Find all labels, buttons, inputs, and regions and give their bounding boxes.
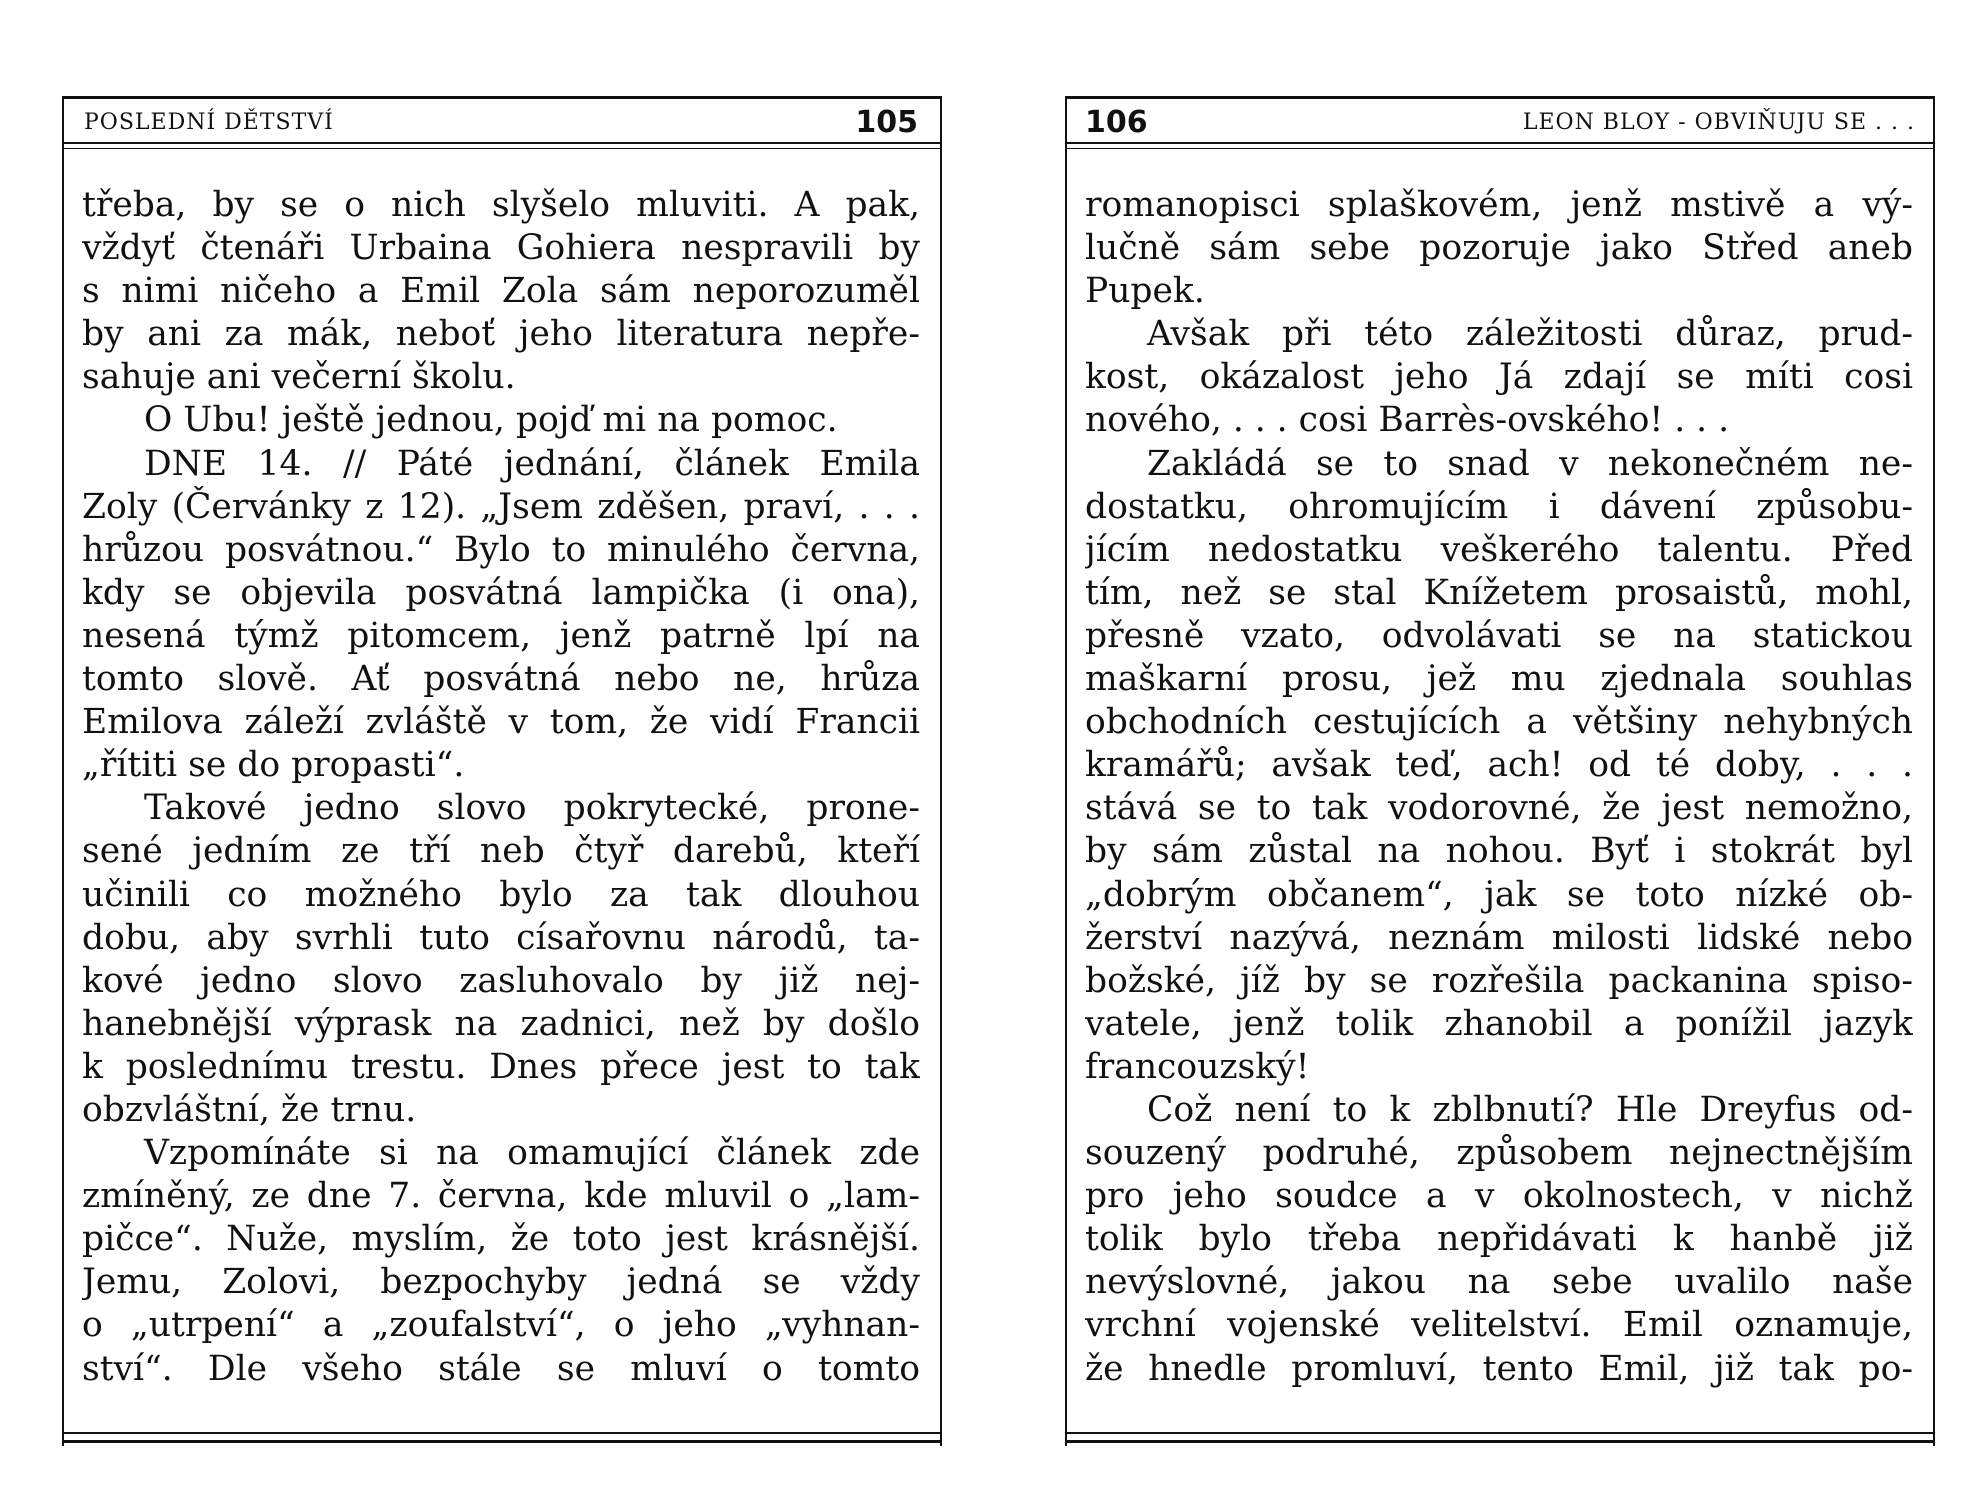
text-line: s nimi ničeho a Emil Zola sám neporozuměl xyxy=(82,271,920,312)
text-line: DNE 14. // Páté jednání, článek Emila xyxy=(144,443,920,484)
text-line: třeba, by se o nich slyšelo mluviti. A pak, xyxy=(82,185,920,225)
text-line: kramářů; avšak teď, ach! od té doby, . . . xyxy=(1085,745,1913,786)
text-line: obzvláštní, že trnu. xyxy=(82,1089,417,1130)
text-line: zmíněný, ze dne 7. června, kde mluvil o „lam- xyxy=(82,1176,920,1217)
running-head: POSLEDNÍ DĚTSTVÍ xyxy=(84,109,334,135)
frame-right xyxy=(1933,96,1935,1446)
text-line: nesená týmž pitomcem, jenž patrně lpí na xyxy=(82,615,920,656)
page-number: 106 xyxy=(1085,104,1148,140)
text-line: Jemu, Zolovi, bezpochyby jedná se vždy xyxy=(82,1262,920,1303)
header-rule xyxy=(1065,142,1935,144)
text-line: O Ubu! ještě jednou, pojď mi na pomoc. xyxy=(144,400,838,441)
text-line: hanebnější výprask na zadnici, než by došlo xyxy=(82,1003,920,1044)
text-line: o „utrpení“ a „zoufalství“, o jeho „vyhnan- xyxy=(82,1305,920,1346)
text-line: romanopisci splaškovém, jenž mstivě a vý- xyxy=(1085,185,1913,225)
text-line: tím, než se stal Knížetem prosaistů, mohl, xyxy=(1085,572,1913,613)
top-rule xyxy=(1065,96,1935,99)
text-line: by ani za mák, neboť jeho literatura nepře- xyxy=(82,314,920,355)
text-line: Zoly (Červánky z 12). „Jsem zděšen, praví, . . . xyxy=(82,486,920,527)
page-body xyxy=(82,184,920,1391)
text-line: maškarní prosu, jež mu zjednala souhlas xyxy=(1085,659,1913,700)
text-line: dobu, aby svrhli tuto císařovnu národů, ta- xyxy=(82,917,920,958)
bottom-rule xyxy=(1065,1432,1935,1434)
text-line: hrůzou posvátnou.“ Bylo to minulého června, xyxy=(82,529,920,570)
text-line: vždyť čtenáři Urbaina Gohiera nespravili by xyxy=(82,228,920,269)
page-header xyxy=(84,104,918,140)
page-number: 105 xyxy=(855,104,918,140)
bottom-rule xyxy=(62,1432,942,1434)
text-line: „řítiti se do propasti“. xyxy=(82,745,465,786)
top-rule xyxy=(62,96,942,99)
frame-right xyxy=(940,96,942,1446)
text-line: Pupek. xyxy=(1085,271,1205,312)
text-line: kové jedno slovo zasluhovalo by již nej- xyxy=(82,960,920,1001)
frame-left xyxy=(1065,96,1067,1446)
text-line: pro jeho soudce a v okolnostech, v nichž xyxy=(1085,1176,1913,1217)
left-page xyxy=(62,0,942,1500)
bottom-rule-thin xyxy=(1065,1440,1935,1443)
text-line: Což není to k zblbnutí? Hle Dreyfus od- xyxy=(1147,1089,1913,1130)
page-body xyxy=(1085,184,1913,1391)
text-line: lučně sám sebe pozoruje jako Střed aneb xyxy=(1085,228,1913,269)
text-line: vrchní vojenské velitelství. Emil oznamuje, xyxy=(1085,1305,1913,1346)
text-line: nového, . . . cosi Barrès-ovského! . . . xyxy=(1085,400,1730,441)
running-head: LEON BLOY - OBVIŇUJU SE . . . xyxy=(1522,109,1915,135)
text-line: kost, okázalost jeho Já zdají se míti cosi xyxy=(1085,357,1913,398)
text-line: tomto slově. Ať posvátná nebo ne, hrůza xyxy=(82,659,920,700)
text-line: nevýslovné, jakou na sebe uvalilo naše xyxy=(1085,1262,1913,1303)
text-line: sahuje ani večerní školu. xyxy=(82,357,516,398)
text-line: jícím nedostatku veškerého talentu. Před xyxy=(1085,529,1913,570)
text-line: by sám zůstal na nohou. Byť i stokrát byl xyxy=(1085,831,1913,872)
text-line: učinili co možného bylo za tak dlouhou xyxy=(82,874,920,915)
right-page xyxy=(1065,0,1935,1500)
text-line: dostatku, ohromujícím i dávení způsobu- xyxy=(1085,486,1913,527)
text-line: kdy se objevila posvátná lampička (i ona), xyxy=(82,572,920,613)
header-rule-thin xyxy=(1065,148,1935,149)
text-line: francouzský! xyxy=(1085,1046,1310,1087)
text-line: Emilova záleží zvláště v tom, že vidí Francii xyxy=(82,702,920,743)
page-header xyxy=(1085,104,1915,140)
header-rule-thin xyxy=(62,148,942,149)
text-line: Zakládá se to snad v nekonečném ne- xyxy=(1147,443,1913,484)
text-line: Takové jedno slovo pokrytecké, prone- xyxy=(144,788,920,829)
text-line: k poslednímu trestu. Dnes přece jest to tak xyxy=(82,1046,920,1087)
frame-left xyxy=(62,96,64,1446)
text-line: že hnedle promluví, tento Emil, již tak po- xyxy=(1085,1348,1913,1389)
text-line: vatele, jenž tolik zhanobil a ponížil jazyk xyxy=(1085,1003,1913,1044)
text-line: pičce“. Nuže, myslím, že toto jest krásnější. xyxy=(82,1219,920,1260)
text-line: souzený podruhé, způsobem nejnectnějším xyxy=(1085,1133,1913,1174)
text-line: obchodních cestujících a většiny nehybných xyxy=(1085,702,1913,743)
text-line: sené jedním ze tří neb čtyř darebů, kteří xyxy=(82,831,920,872)
text-line: božské, jíž by se rozřešila packanina spiso- xyxy=(1085,960,1913,1001)
text-line: Vzpomínáte si na omamující článek zde xyxy=(144,1133,920,1174)
text-line: „dobrým občanem“, jak se toto nízké ob- xyxy=(1085,874,1913,915)
text-line: stává se to tak vodorovné, že jest nemožno, xyxy=(1085,788,1913,829)
text-line: tolik bylo třeba nepřidávati k hanbě již xyxy=(1085,1219,1913,1260)
text-line: ství“. Dle všeho stále se mluví o tomto xyxy=(82,1348,920,1389)
text-line: přesně vzato, odvolávati se na statickou xyxy=(1085,615,1913,656)
bottom-rule-thin xyxy=(62,1440,942,1443)
header-rule xyxy=(62,142,942,144)
text-line: Avšak při této záležitosti důraz, prud- xyxy=(1147,314,1913,355)
text-line: žerství nazývá, neznám milosti lidské nebo xyxy=(1085,917,1913,958)
